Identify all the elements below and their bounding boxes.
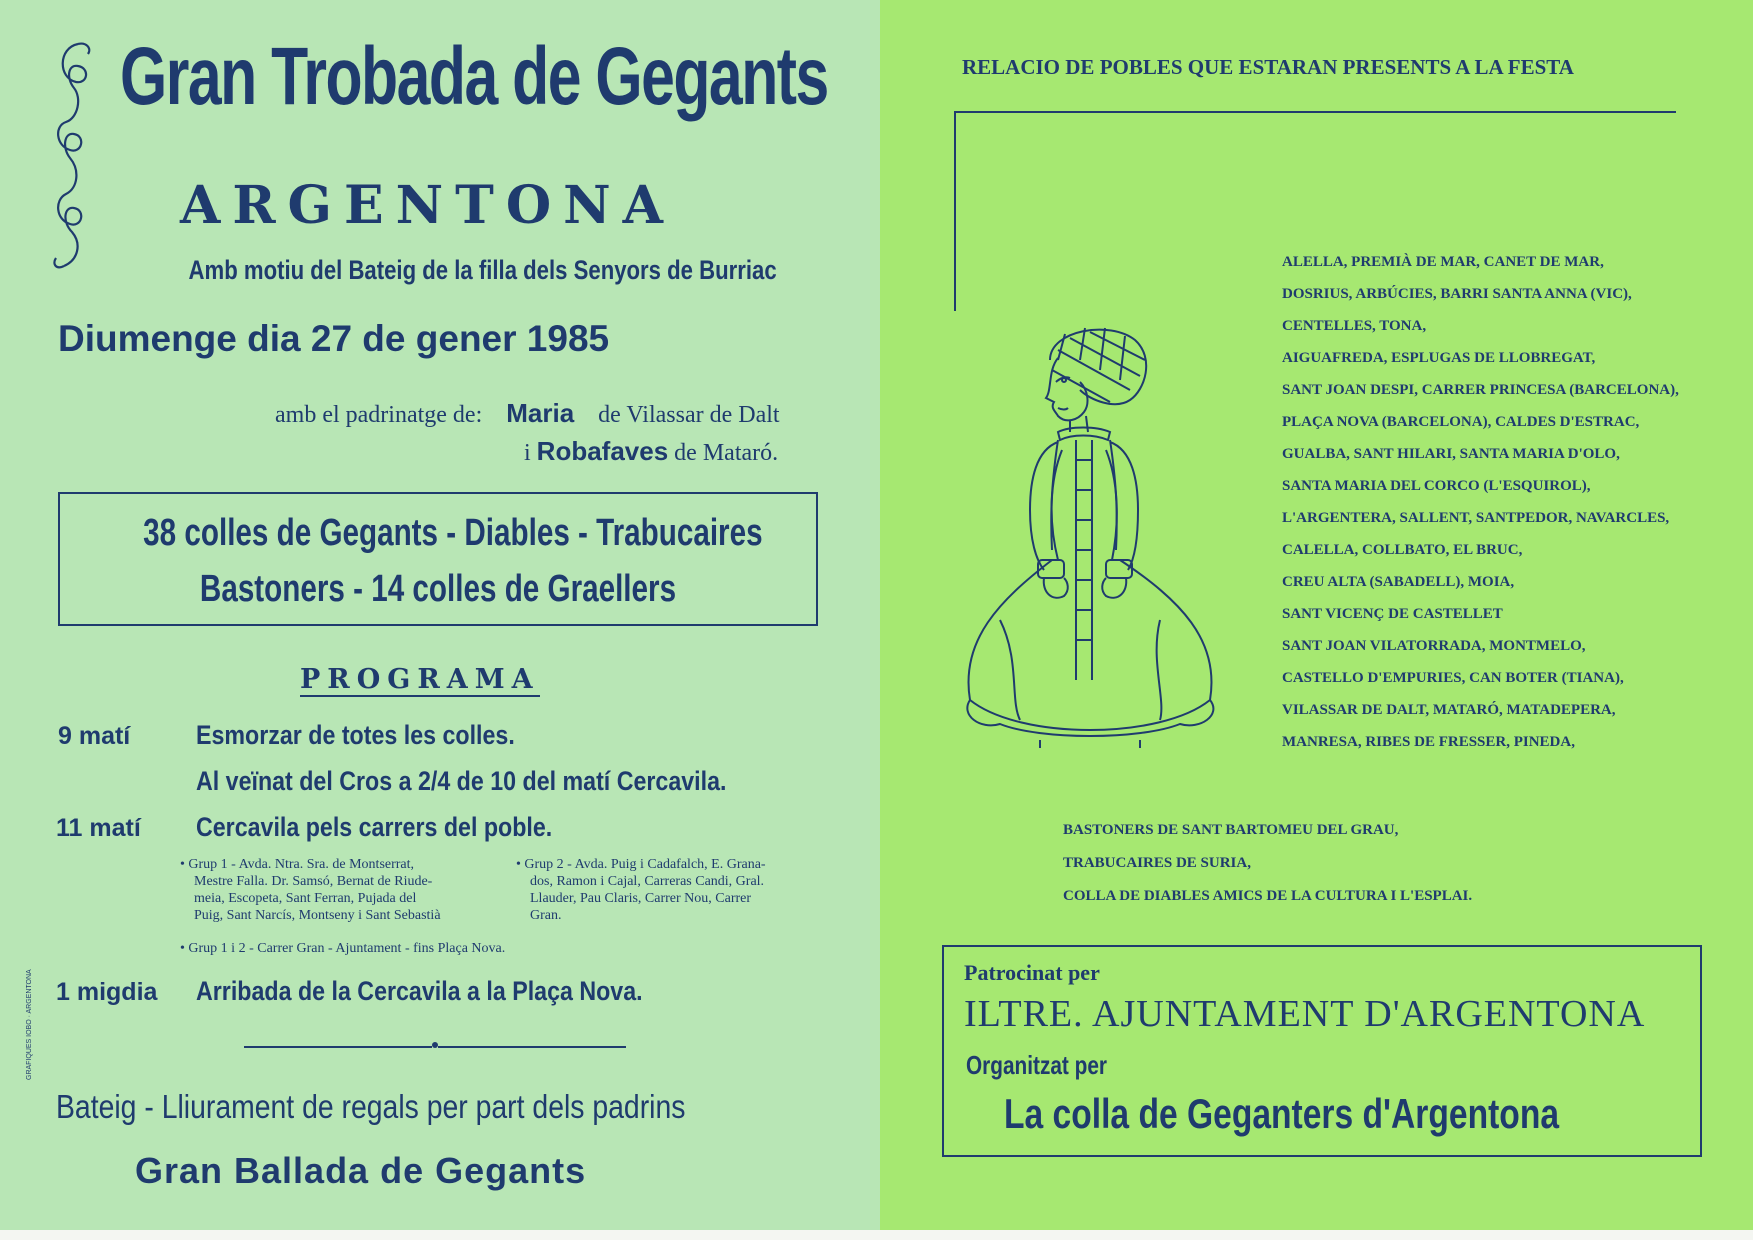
route-line: Llauder, Pau Claris, Carrer Nou, Carrer — [530, 891, 752, 906]
route-line: dos, Ramon i Cajal, Carreras Candi, Gral. — [530, 874, 765, 889]
schedule-time: 9 matí — [58, 722, 131, 750]
schedule-activity: Al veïnat del Cros a 2/4 de 10 del matí Cercavila. — [196, 766, 727, 796]
participants-line-1: 38 colles de Gegants - Diables - Trabucaires — [143, 512, 763, 554]
route-line: • Grup 2 - Avda. Puig i Cadafalch, E. Grana- — [516, 857, 766, 872]
town-line: CALELLA, COLLBATO, EL BRUC, — [1282, 542, 1523, 558]
schedule-activity: Cercavila pels carrers del poble. — [196, 812, 553, 842]
printer-credit: GRAFIQUES IOBO · ARGENTONA — [26, 969, 33, 1080]
programme-heading: PROGRAMA — [300, 664, 540, 695]
town-line: CREU ALTA (SABADELL), MOIA, — [1282, 574, 1515, 590]
route-line: meia, Escopeta, Sant Ferran, Pujada del — [194, 891, 417, 906]
flourish-ornament-icon — [48, 38, 98, 274]
town-line: L'ARGENTERA, SALLENT, SANTPEDOR, NAVARCLES, — [1282, 510, 1670, 526]
route-line: • Grup 1 - Avda. Ntra. Sra. de Montserrat, — [180, 857, 415, 872]
padrinatge-intro: amb el padrinatge de: — [275, 402, 483, 428]
town-name: ARGENTONA — [180, 175, 676, 236]
event-reason: Amb motiu del Bateig de la filla dels Senyors de Burriac — [188, 255, 777, 285]
schedule-time: 11 matí — [56, 814, 141, 842]
godparent-2-name: Robafaves — [536, 436, 669, 466]
godparent-2-prefix: i — [524, 440, 531, 466]
route-line: Puig, Sant Narcís, Montseny i Sant Sebastià — [194, 908, 441, 923]
left-page — [0, 0, 880, 1230]
baptism-line: Bateig - Lliurament de regals per part dels padrins — [56, 1088, 686, 1125]
giant-figure-illustration-icon — [940, 320, 1240, 750]
divider — [244, 1046, 432, 1048]
poster-title: Gran Trobada de Gegants — [120, 31, 828, 122]
participants-line-2: Bastoners - 14 colles de Graellers — [199, 568, 677, 610]
town-line: CASTELLO D'EMPURIES, CAN BOTER (TIANA), — [1282, 670, 1624, 686]
town-line: GUALBA, SANT HILARI, SANTA MARIA D'OLO, — [1282, 446, 1620, 462]
schedule-time: 1 migdia — [56, 978, 158, 1006]
organiser-label: Organitzat per — [966, 1050, 1107, 1080]
town-line: CENTELLES, TONA, — [1282, 318, 1427, 334]
groups-list — [1063, 814, 1472, 913]
town-line: ALELLA, PREMIÀ DE MAR, CANET DE MAR, — [1282, 254, 1604, 270]
towns-heading: RELACIO DE POBLES QUE ESTARAN PRESENTS A LA FESTA — [962, 55, 1574, 79]
participants-box — [58, 492, 818, 626]
town-line: SANT JOAN VILATORRADA, MONTMELO, — [1282, 638, 1586, 654]
town-line: SANT VICENÇ DE CASTELLET — [1282, 606, 1503, 622]
sponsor-name: ILTRE. AJUNTAMENT D'ARGENTONA — [964, 993, 1646, 1035]
group-line: COLLA DE DIABLES AMICS DE LA CULTURA I L'ESPLAI. — [1063, 888, 1473, 904]
closing-title: Gran Ballada de Gegants — [135, 1150, 587, 1191]
divider — [438, 1046, 626, 1048]
heading-rule-vertical — [954, 111, 956, 311]
route-line: Gran. — [530, 908, 562, 923]
town-line: SANT JOAN DESPI, CARRER PRINCESA (BARCELONA), — [1282, 382, 1679, 398]
route-line: Mestre Falla. Dr. Samsó, Bernat de Riude- — [194, 874, 433, 889]
event-date: Diumenge dia 27 de gener 1985 — [58, 318, 610, 359]
town-line: VILASSAR DE DALT, MATARÓ, MATADEPERA, — [1282, 702, 1616, 718]
heading-rule — [954, 111, 1676, 113]
godparents-line-1 — [275, 398, 780, 429]
route-group-1-2: • Grup 1 i 2 - Carrer Gran - Ajuntament - fins Plaça Nova. — [180, 941, 506, 956]
sponsor-label: Patrocinat per — [964, 960, 1100, 985]
town-line: SANTA MARIA DEL CORCO (L'ESQUIROL), — [1282, 478, 1591, 494]
schedule-activity: Arribada de la Cercavila a la Plaça Nova. — [196, 976, 643, 1006]
town-line: MANRESA, RIBES DE FRESSER, PINEDA, — [1282, 734, 1575, 750]
schedule-activity: Esmorzar de totes les colles. — [196, 720, 515, 750]
town-line: DOSRIUS, ARBÚCIES, BARRI SANTA ANNA (VIC), — [1282, 286, 1632, 302]
group-line: TRABUCAIRES DE SURIA, — [1063, 855, 1251, 871]
group-line: BASTONERS DE SANT BARTOMEU DEL GRAU, — [1063, 822, 1399, 838]
godparent-2-origin: de Mataró. — [674, 440, 779, 466]
godparents-line-2 — [524, 436, 778, 467]
route-group-2 — [516, 856, 836, 924]
route-group-1 — [180, 856, 500, 924]
godparent-1-origin: de Vilassar de Dalt — [598, 402, 780, 428]
organiser-name: La colla de Geganters d'Argentona — [1004, 1090, 1560, 1137]
godparent-1-name: Maria — [506, 398, 575, 428]
towns-list — [1282, 246, 1679, 758]
town-line: AIGUAFREDA, ESPLUGAS DE LLOBREGAT, — [1282, 350, 1596, 366]
town-line: PLAÇA NOVA (BARCELONA), CALDES D'ESTRAC, — [1282, 414, 1640, 430]
